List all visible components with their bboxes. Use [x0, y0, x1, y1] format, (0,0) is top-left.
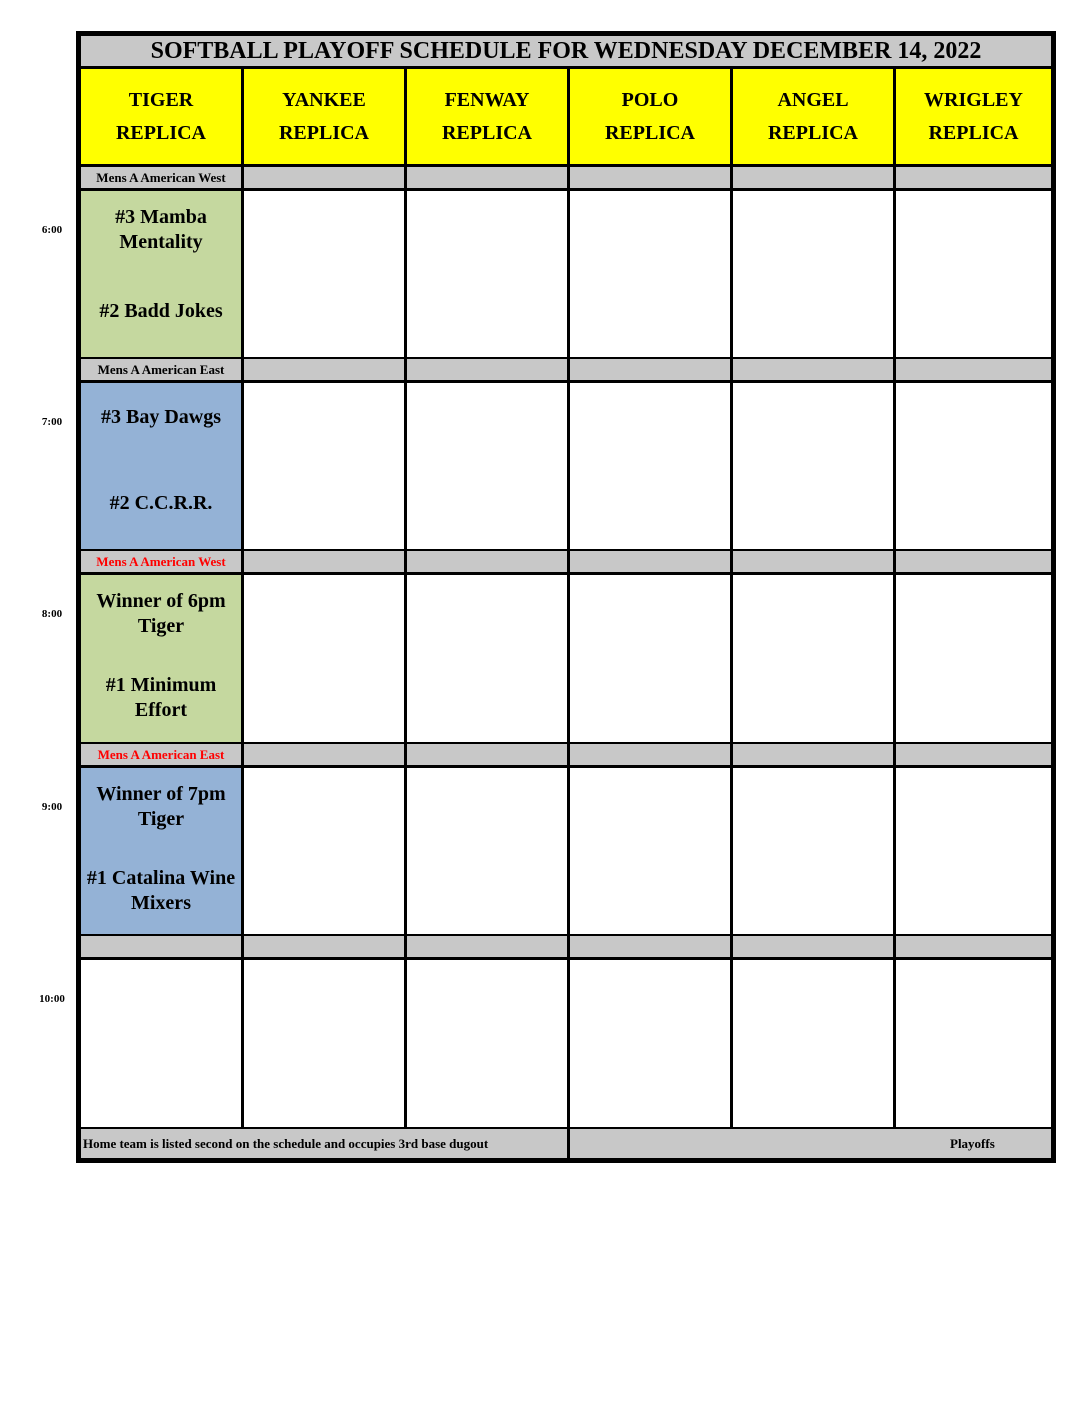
field-subtitle: REPLICA: [767, 122, 858, 144]
field-subtitle: REPLICA: [115, 122, 206, 144]
divider-bar: [405, 165, 569, 190]
divider-bar: [405, 549, 569, 574]
divider-bar: [568, 357, 732, 382]
divider-bar: [242, 165, 406, 190]
time-label: 9:00: [41, 801, 63, 813]
divider-bar: [731, 934, 895, 959]
field-name: ANGEL: [777, 89, 849, 111]
home-team: #1 Catalina Wine Mixers: [86, 867, 236, 914]
divider-bar: [568, 742, 732, 767]
divider-bar: [568, 165, 732, 190]
game-slot-empty: [568, 573, 732, 744]
field-name: TIGER: [128, 89, 194, 111]
divider-bar: [405, 357, 569, 382]
divider-bar: [568, 934, 732, 959]
home-team: #1 Minimum Effort: [105, 674, 217, 721]
game-slot-empty: [731, 189, 895, 360]
divider-bar: [731, 165, 895, 190]
game-slot-empty: [242, 189, 406, 360]
game-slot-empty: [894, 573, 1053, 744]
away-team: Winner of 7pm Tiger: [96, 783, 226, 830]
game-slot-empty: [731, 958, 895, 1129]
home-team: #2 C.C.R.R.: [109, 492, 213, 514]
field-subtitle: REPLICA: [278, 122, 369, 144]
game-slot-empty: [405, 958, 569, 1129]
game-slot-empty: [405, 189, 569, 360]
field-name: YANKEE: [282, 89, 366, 111]
division-label: [79, 934, 243, 959]
game-slot-empty: [894, 766, 1053, 937]
game-slot-empty: [568, 958, 732, 1129]
game-slot-empty: [242, 573, 406, 744]
home-team: #2 Badd Jokes: [99, 300, 223, 322]
away-team: #3 Mamba Mentality: [115, 206, 207, 253]
divider-bar: [894, 934, 1053, 959]
away-team: Winner of 6pm Tiger: [96, 590, 226, 637]
field-name: FENWAY: [444, 89, 530, 111]
divider-bar: [242, 357, 406, 382]
game-slot-empty: [242, 381, 406, 552]
game-slot-empty: [568, 189, 732, 360]
division-label: Mens A American East: [79, 357, 243, 382]
game-slot-empty: [731, 766, 895, 937]
field-header-6: [894, 67, 1053, 166]
schedule-table: [76, 31, 1056, 1163]
field-header-5: [731, 67, 895, 166]
game-slot-empty: [731, 573, 895, 744]
game-slot-empty: [894, 381, 1053, 552]
field-subtitle: REPLICA: [441, 122, 532, 144]
divider-bar: [731, 549, 895, 574]
game-slot-empty: [894, 189, 1053, 360]
field-header-4: [568, 67, 732, 166]
game-slot-tiger: [79, 381, 243, 552]
away-team: #3 Bay Dawgs: [100, 406, 221, 428]
divider-bar: [568, 549, 732, 574]
footer-note: Home team is listed second on the schedule and occupies 3rd base dugout: [79, 1127, 569, 1160]
divider-bar: [242, 549, 406, 574]
field-header-3: [405, 67, 569, 166]
game-slot-empty: [568, 381, 732, 552]
divider-bar: [731, 742, 895, 767]
divider-bar: [242, 934, 406, 959]
time-label: 6:00: [41, 224, 63, 236]
footer-label: Playoffs: [568, 1127, 1053, 1160]
game-slot-tiger: [79, 573, 243, 744]
divider-bar: [242, 742, 406, 767]
field-header-2: [242, 67, 406, 166]
divider-bar: [894, 549, 1053, 574]
schedule-title: SOFTBALL PLAYOFF SCHEDULE FOR WEDNESDAY DECEMBER 14, 2022: [79, 34, 1053, 68]
game-slot-empty: [894, 958, 1053, 1129]
game-slot-tiger: [79, 766, 243, 937]
divider-bar: [731, 357, 895, 382]
field-name: POLO: [621, 89, 679, 111]
field-name: WRIGLEY: [924, 89, 1023, 111]
time-label: 8:00: [41, 608, 63, 620]
divider-bar: [405, 742, 569, 767]
game-slot-empty: [568, 766, 732, 937]
game-slot-empty: [242, 958, 406, 1129]
game-slot-empty: [405, 766, 569, 937]
time-label: 7:00: [41, 416, 63, 428]
game-slot-empty: [731, 381, 895, 552]
divider-bar: [894, 165, 1053, 190]
divider-bar: [894, 742, 1053, 767]
division-label: Mens A American West: [79, 549, 243, 574]
divider-bar: [894, 357, 1053, 382]
division-label: Mens A American West: [79, 165, 243, 190]
game-slot-tiger: [79, 958, 243, 1129]
game-slot-empty: [242, 766, 406, 937]
field-header-1: [79, 67, 243, 166]
game-slot-tiger: [79, 189, 243, 360]
game-slot-empty: [405, 381, 569, 552]
division-label: Mens A American East: [79, 742, 243, 767]
divider-bar: [405, 934, 569, 959]
field-subtitle: REPLICA: [928, 122, 1019, 144]
game-slot-empty: [405, 573, 569, 744]
field-subtitle: REPLICA: [604, 122, 695, 144]
time-label: 10:00: [39, 993, 65, 1005]
